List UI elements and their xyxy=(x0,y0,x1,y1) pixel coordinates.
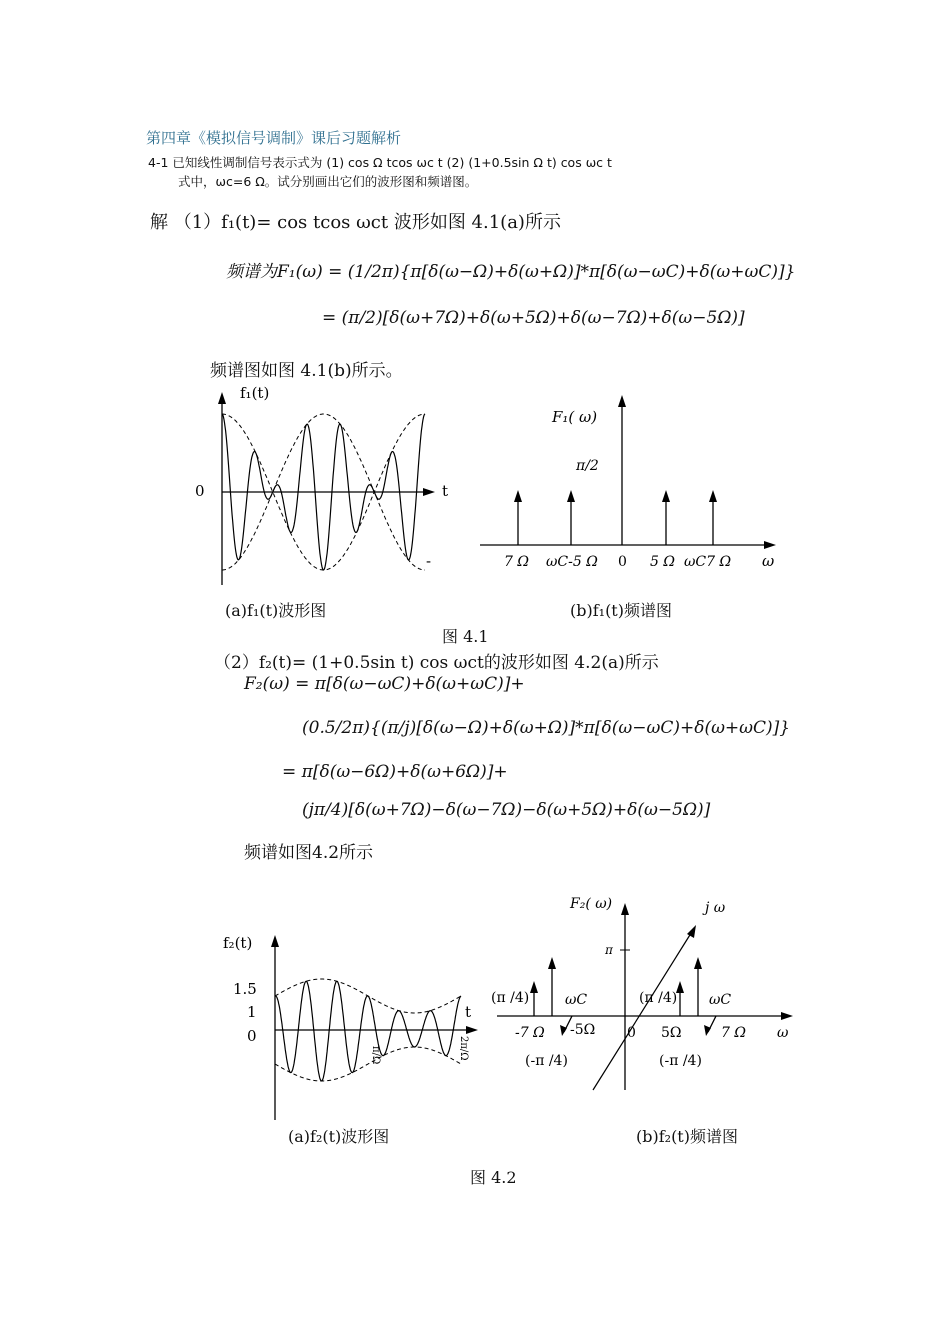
f2-line-2: (0.5/2π){(π/j)[δ(ω−Ω)+δ(ω+Ω)]*π[δ(ω−ωC)+δ(ω+ωC)]} xyxy=(302,718,791,738)
fig2a-0: 0 xyxy=(247,1027,257,1045)
fig2b-caption: (b)f₂(t)频谱图 xyxy=(636,1127,738,1146)
fig2a-ylabel: f₂(t) xyxy=(223,934,253,952)
fig1b-caption: (b)f₁(t)频谱图 xyxy=(570,601,672,620)
impulse-p7 xyxy=(709,490,717,545)
fig2b-m5: -5Ω xyxy=(570,1022,596,1038)
waveform-4-1a xyxy=(195,384,448,585)
solution-1-heading: 解 （1）f₁(t)= cos tcos ωct 波形如图 4.1(a)所示 xyxy=(150,212,561,233)
fig2b-wc-left: ωC xyxy=(565,992,588,1008)
fig1a-caption: (a)f₁(t)波形图 xyxy=(225,601,327,620)
spectrum-1-line-2: = (π/2)[δ(ω+7Ω)+δ(ω+5Ω)+δ(ω−7Ω)+δ(ω−5Ω)] xyxy=(322,308,745,328)
fig2b-0: 0 xyxy=(627,1025,636,1041)
fig1b-tick-p5: 5 Ω xyxy=(650,554,675,570)
f2-line-1: F₂(ω) = π[δ(ω−ωC)+δ(ω+ωC)]+ xyxy=(244,674,525,694)
fig1b-tick-0: 0 xyxy=(618,554,627,570)
fig2a-caption: (a)f₂(t)波形图 xyxy=(288,1127,390,1146)
fig2a-mark-1: π/Ω xyxy=(370,1046,381,1065)
modulated-wave xyxy=(275,981,461,1081)
fig1b-tick-p7: ωC7 Ω xyxy=(684,554,732,570)
fig2b-ylabel: F₂( ω) xyxy=(570,896,613,912)
fig1b-tick-m5: ωC-5 Ω xyxy=(546,554,598,570)
t-axis-arrow xyxy=(423,488,435,496)
figure-4-2 xyxy=(215,890,815,1130)
fig2b-neg-pi4-right: (-π /4) xyxy=(659,1053,702,1069)
fig2b-jw: j ω xyxy=(705,900,726,916)
fig2b-pi4-left: (π /4) xyxy=(491,990,530,1006)
waveform-4-2a xyxy=(223,934,478,1120)
fig1a-t: t xyxy=(442,482,449,500)
y-axis-arrow xyxy=(271,935,279,947)
fig1b-ylabel: F₁( ω) xyxy=(552,408,598,426)
fig1a-dash: - xyxy=(426,552,432,570)
fig1b-omega: ω xyxy=(762,552,775,570)
fig2b-pi4-right: (π /4) xyxy=(639,990,678,1006)
f2-line-4: (jπ/4)[δ(ω+7Ω)−δ(ω−7Ω)−δ(ω+5Ω)+δ(ω−5Ω)] xyxy=(302,800,711,820)
solution-2-heading: （2）f₂(t)= (1+0.5sin t) cos ωct的波形如图 4.2(a)所示 xyxy=(214,653,659,673)
omega-axis-arrow xyxy=(781,1012,793,1020)
fig1a-zero: 0 xyxy=(195,482,205,500)
fig1b-tick-m7: 7 Ω xyxy=(504,554,529,570)
impulse-m5 xyxy=(567,490,575,545)
fig2b-omega: ω xyxy=(777,1025,789,1041)
impulse-p5 xyxy=(662,490,670,545)
spectrum-4-1b xyxy=(480,395,776,570)
fig2a-mark-2: 2π/Ω xyxy=(458,1036,469,1061)
fig2b-pi: π xyxy=(605,943,613,957)
fig2a-1: 1 xyxy=(247,1003,257,1021)
F-axis-arrow xyxy=(621,903,629,915)
chapter-title: 第四章《模拟信号调制》课后习题解析 xyxy=(146,129,402,147)
impulse-m7 xyxy=(514,490,522,545)
fig1a-ylabel: f₁(t) xyxy=(240,384,270,402)
F-axis-arrow xyxy=(618,395,626,407)
impulse-m6-up xyxy=(548,957,556,1016)
fig2b-5: 5Ω xyxy=(661,1025,682,1041)
impulse-m7-up xyxy=(530,981,538,1016)
fig2b-m7: -7 Ω xyxy=(515,1025,545,1041)
fig-4-2-label: 图 4.2 xyxy=(470,1168,517,1187)
impulse-p7-down xyxy=(704,1016,716,1036)
fig1b-level: π/2 xyxy=(576,458,599,474)
problem-line-1: 4-1 已知线性调制信号表示式为 (1) cos Ω tcos ωc t (2) (1+0.5sin Ω t) cos ωc t xyxy=(148,155,612,170)
fig-4-1-label: 图 4.1 xyxy=(442,627,489,646)
spectrum-2-note: 频谱如图4.2所示 xyxy=(244,843,374,863)
y-axis-arrow xyxy=(218,392,226,404)
spectrum-1-line-1: 频谱为F₁(ω) = (1/2π){π[δ(ω−Ω)+δ(ω+Ω)]*π[δ(ω−ωC)+δ(ω+ωC)]} xyxy=(226,262,796,282)
problem-line-2: 式中，ωc=6 Ω。试分别画出它们的波形图和频谱图。 xyxy=(178,174,478,189)
fig2b-wc-right: ωC xyxy=(709,992,732,1008)
spectrum-1-note: 频谱图如图 4.1(b)所示。 xyxy=(210,361,403,381)
omega-axis-arrow xyxy=(764,541,776,549)
impulse-p6-up xyxy=(694,957,702,1016)
fig2a-15: 1.5 xyxy=(233,980,257,998)
envelope-lower xyxy=(275,1047,461,1081)
t-axis-arrow xyxy=(466,1026,478,1034)
fig2b-neg-pi4-left: (-π /4) xyxy=(525,1053,568,1069)
spectrum-4-2b xyxy=(491,896,793,1090)
f2-line-3: = π[δ(ω−6Ω)+δ(ω+6Ω)]+ xyxy=(282,762,508,782)
fig2b-7: 7 Ω xyxy=(721,1025,746,1041)
fig2a-t: t xyxy=(465,1003,472,1021)
